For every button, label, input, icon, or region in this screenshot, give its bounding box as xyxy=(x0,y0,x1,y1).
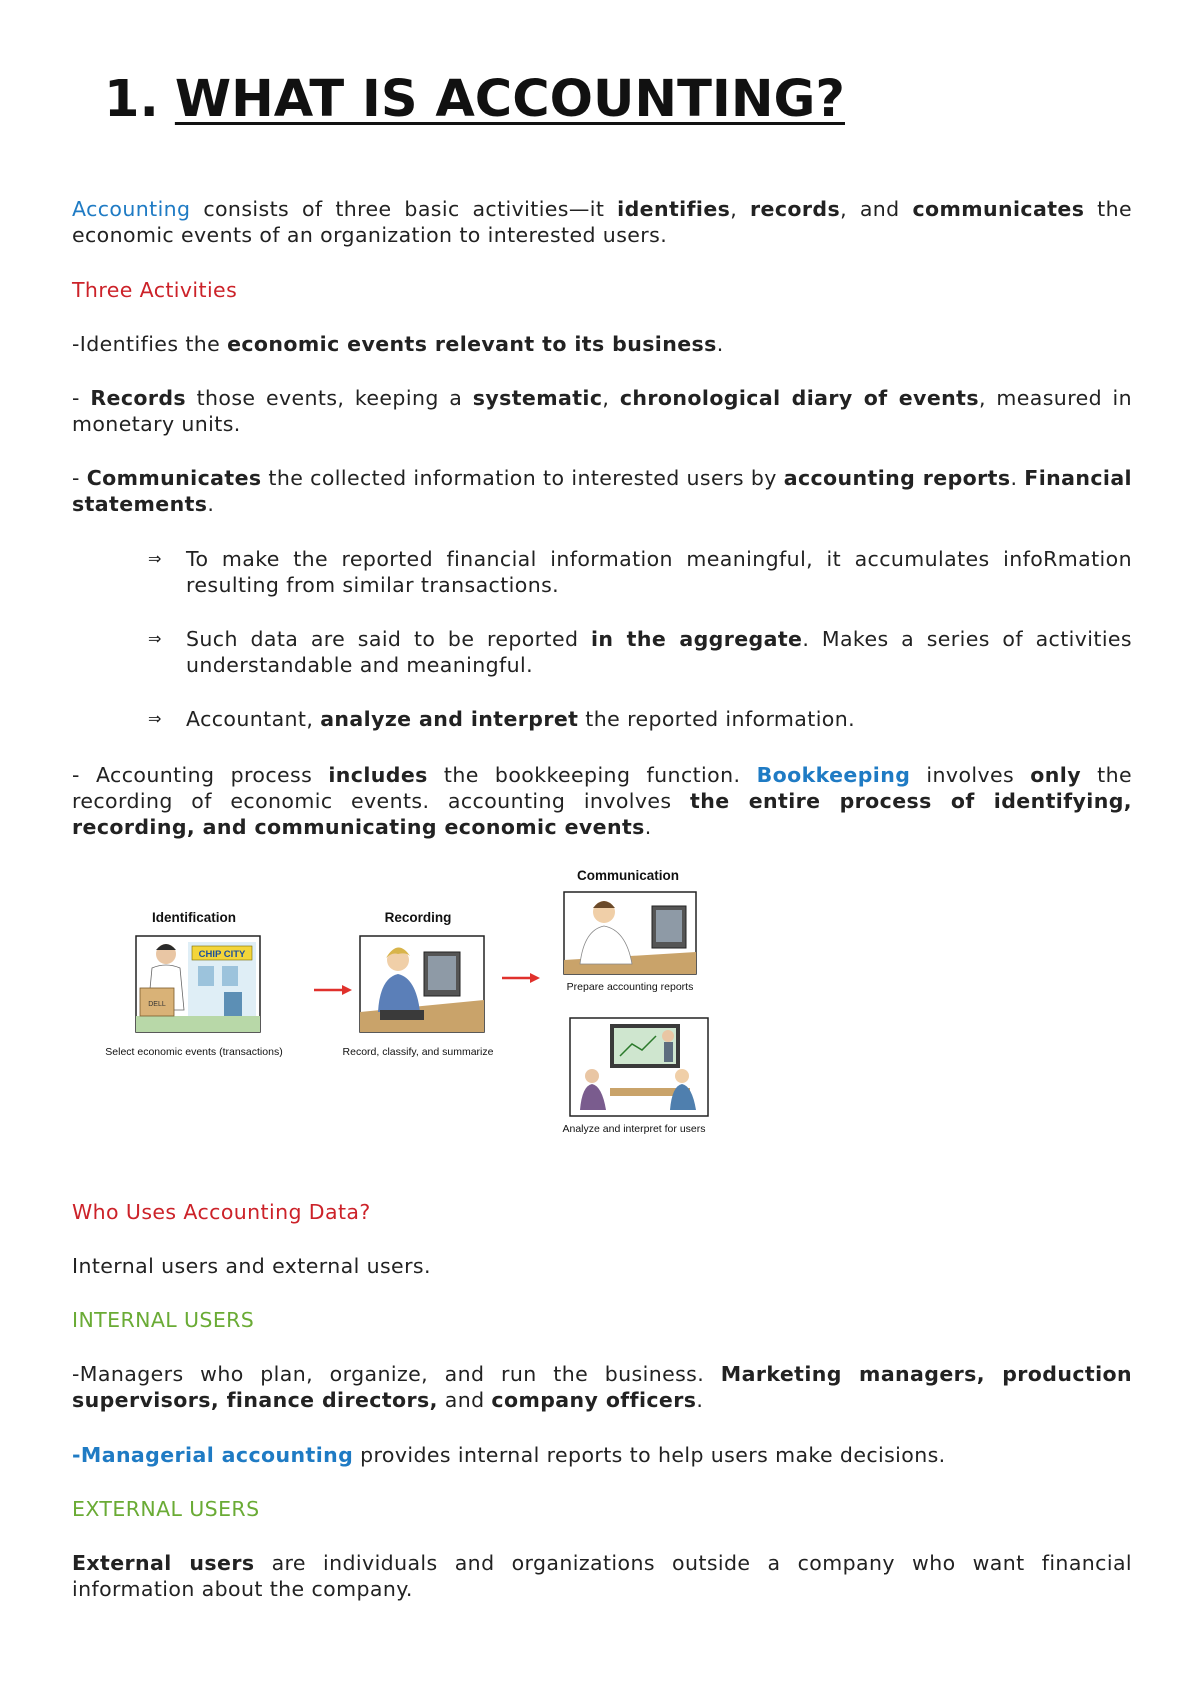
communicates-bold-3: Financial statements xyxy=(72,466,1132,516)
bullet-text: To make the reported financial information meaningful, it accumulates infoRmation resulting from similar transactions. xyxy=(186,547,1132,597)
term-bookkeeping: Bookkeeping xyxy=(756,763,911,787)
records-text-2: those events, keeping a xyxy=(186,386,473,410)
intro-text-1: consists of three basic activities—it xyxy=(190,197,618,221)
process-text-4: the recording of economic events. accounting involves xyxy=(72,763,1132,813)
communicates-text-1: - xyxy=(72,466,87,490)
title-number: 1. xyxy=(104,70,159,129)
managers-bold-2: company officers xyxy=(491,1388,697,1412)
arrow-icon: ⇒ xyxy=(148,629,162,648)
managers-paragraph xyxy=(72,1361,1132,1413)
arrow-icon: ⇒ xyxy=(148,709,162,728)
bullet-text xyxy=(186,706,1132,732)
identifies-bold: economic events relevant to its business xyxy=(227,332,717,356)
bullet-2-bold: in the aggregate xyxy=(590,627,803,651)
term-accounting: Accounting xyxy=(72,197,191,221)
communicates-text-4: . xyxy=(207,492,215,516)
prepare-reports-illustration xyxy=(564,892,696,974)
intro-text-2: , xyxy=(730,197,751,221)
managers-text-1: -Managers who plan, organize, and run the business. xyxy=(72,1362,721,1386)
label-recording: Recording xyxy=(384,910,452,925)
arrow-right-icon xyxy=(314,985,352,995)
bullet-3-bold: analyze and interpret xyxy=(320,707,579,731)
label-identification: Identification xyxy=(152,910,236,925)
caption-analyze: Analyze and interpret for users xyxy=(562,1123,706,1135)
heading-external-users: EXTERNAL USERS xyxy=(72,1497,260,1521)
intro-text-4: the economic events of an organization to interested users. xyxy=(72,197,1132,247)
communicates-text-2: the collected information to interested users by xyxy=(261,466,784,490)
records-text-4: , measured in monetary units. xyxy=(72,386,1133,436)
bullet-item xyxy=(148,706,1132,732)
identifies-paragraph xyxy=(72,331,1132,357)
intro-bold-identifies: identifies xyxy=(617,197,731,221)
bullet-2-text-1: Such data are said to be reported xyxy=(186,627,591,651)
page-title xyxy=(104,70,845,129)
bullet-text xyxy=(186,626,1132,678)
heading-internal-users: INTERNAL USERS xyxy=(72,1308,255,1332)
heading-who-uses: Who Uses Accounting Data? xyxy=(72,1200,371,1224)
external-paragraph xyxy=(72,1550,1132,1602)
records-bold-2: systematic xyxy=(472,386,603,410)
communicates-text-3: . xyxy=(1010,466,1025,490)
managerial-text: provides internal reports to help users make decisions. xyxy=(353,1443,946,1467)
heading-three-activities: Three Activities xyxy=(72,278,238,302)
bullet-3-text-1: Accountant, xyxy=(186,707,321,731)
identifies-text-1: -Identifies the xyxy=(72,332,228,356)
process-text-3: involves xyxy=(910,763,1031,787)
caption-select: Select economic events (transactions) xyxy=(105,1046,283,1058)
recording-illustration xyxy=(360,936,484,1032)
communicates-bold-2: accounting reports xyxy=(783,466,1011,490)
bullet-2-text-2: . Makes a series of activities understandable and meaningful. xyxy=(186,627,1133,677)
external-bold: External users xyxy=(72,1551,255,1575)
box-label: DELL xyxy=(148,1001,166,1008)
intro-paragraph xyxy=(72,196,1132,248)
caption-record: Record, classify, and summarize xyxy=(342,1046,494,1058)
communicates-paragraph xyxy=(72,465,1132,517)
process-bold-3: the entire process of identifying, recording, and communicating economic events xyxy=(72,789,1132,839)
records-bold-3: chronological diary of events xyxy=(619,386,979,410)
bullet-3-text-2: the reported information. xyxy=(578,707,856,731)
bullet-item xyxy=(148,546,1132,598)
process-text-5: . xyxy=(644,815,652,839)
analyze-interpret-illustration xyxy=(570,1018,708,1116)
identification-illustration xyxy=(136,936,260,1032)
intro-text-3: , and xyxy=(840,197,913,221)
records-paragraph xyxy=(72,385,1132,437)
intro-bold-records: records xyxy=(750,197,841,221)
managers-bold-1: Marketing managers, production supervisors, finance directors, xyxy=(72,1362,1132,1412)
process-bold-1: includes xyxy=(328,763,428,787)
intro-bold-communicates: communicates xyxy=(912,197,1085,221)
communicates-bold-1: Communicates xyxy=(86,466,262,490)
label-communication: Communication xyxy=(576,868,680,883)
external-text: are individuals and organizations outside a company who want financial information about the company. xyxy=(72,1551,1133,1601)
identifies-text-2: . xyxy=(716,332,724,356)
caption-prepare: Prepare accounting reports xyxy=(566,981,694,993)
records-bold-1: Records xyxy=(90,386,187,410)
process-text-2: the bookkeeping function. xyxy=(427,763,757,787)
arrow-icon: ⇒ xyxy=(148,549,162,568)
managers-text-3: . xyxy=(696,1388,704,1412)
process-bold-2: only xyxy=(1030,763,1081,787)
accounting-activities-figure xyxy=(80,860,760,1160)
arrow-right-icon xyxy=(502,973,540,983)
managers-text-2: and xyxy=(437,1388,492,1412)
who-uses-text: Internal users and external users. xyxy=(72,1254,431,1278)
title-text: WHAT IS ACCOUNTING? xyxy=(174,70,845,129)
process-text-1: - Accounting process xyxy=(72,763,329,787)
chip-city-sign: CHIP CITY xyxy=(198,949,246,960)
process-paragraph xyxy=(72,762,1132,840)
records-text-3: , xyxy=(602,386,620,410)
records-text-1: - xyxy=(72,386,91,410)
term-managerial-accounting: -Managerial accounting xyxy=(72,1443,354,1467)
bullet-item xyxy=(148,626,1132,678)
managerial-paragraph xyxy=(72,1442,1132,1468)
